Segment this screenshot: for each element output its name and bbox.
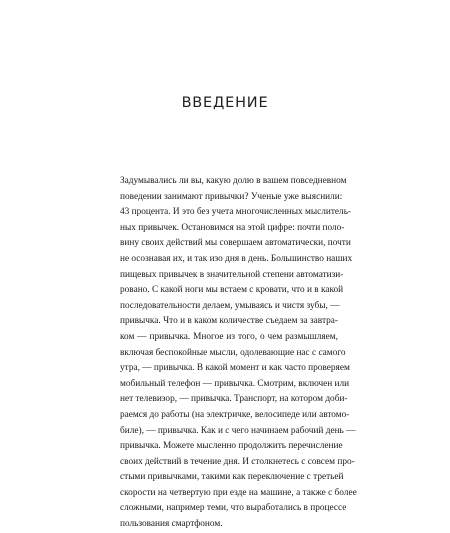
text-line: раемся до работы (на электричке, велосипеде или автомо-	[120, 409, 350, 420]
text-line: привычка. Что и в каком количестве съедаем за завтра-	[120, 316, 338, 327]
text-line: ровано. С какой ноги мы встаем с кровати, что и в какой	[120, 285, 344, 296]
text-line: ком — привычка. Многое из того, о чем размышляем,	[120, 331, 338, 342]
text-line: ных привычек. Остановимся на этой цифре: почти поло-	[120, 222, 345, 233]
body-paragraph	[120, 174, 357, 533]
text-line: привычка. Можете мысленно продолжить перечисление	[120, 441, 343, 452]
text-line: включая беспокойные мысли, одолевающие нас с самого	[120, 347, 346, 358]
text-line: пищевых привычек в значительной степени автоматизи-	[120, 269, 344, 280]
text-line: последовательности делаем, умываясь и чистя зубы, —	[120, 300, 340, 311]
text-line: скорости на четвертую при езде на машине, а также с более	[120, 487, 357, 498]
chapter-title: ВВЕДЕНИЕ	[181, 95, 269, 111]
text-line: утра, — привычка. В какой момент и как часто проверяем	[120, 363, 350, 374]
text-line: биле), — привычка. Как и с чего начинаем рабочий день —	[120, 425, 356, 436]
text-line: поведении занимают привычки? Ученые уже выяснили:	[120, 191, 343, 202]
text-line: мобильный телефон — привычка. Смотрим, включен или	[120, 378, 350, 389]
text-line: пользования смартфоном.	[120, 519, 223, 530]
text-line: вину своих действий мы совершаем автоматически, почти	[120, 238, 351, 249]
text-line: сложными, например теми, что выработались в процессе	[120, 503, 347, 514]
text-line: Задумывались ли вы, какую долю в вашем повседневном	[120, 176, 347, 186]
text-line: нет телевизор, — привычка. Транспорт, на котором доби-	[120, 394, 348, 405]
text-line: не осознавая их, и так изо дня в день. Большинство наших	[120, 253, 353, 264]
text-line: своих действий в течение дня. И столкнетесь с совсем про-	[120, 456, 355, 467]
text-line: 43 процента. И это без учета многочисленных мыслитель-	[120, 207, 352, 218]
text-line: стыми привычками, такими как переключение с третьей	[120, 472, 344, 483]
